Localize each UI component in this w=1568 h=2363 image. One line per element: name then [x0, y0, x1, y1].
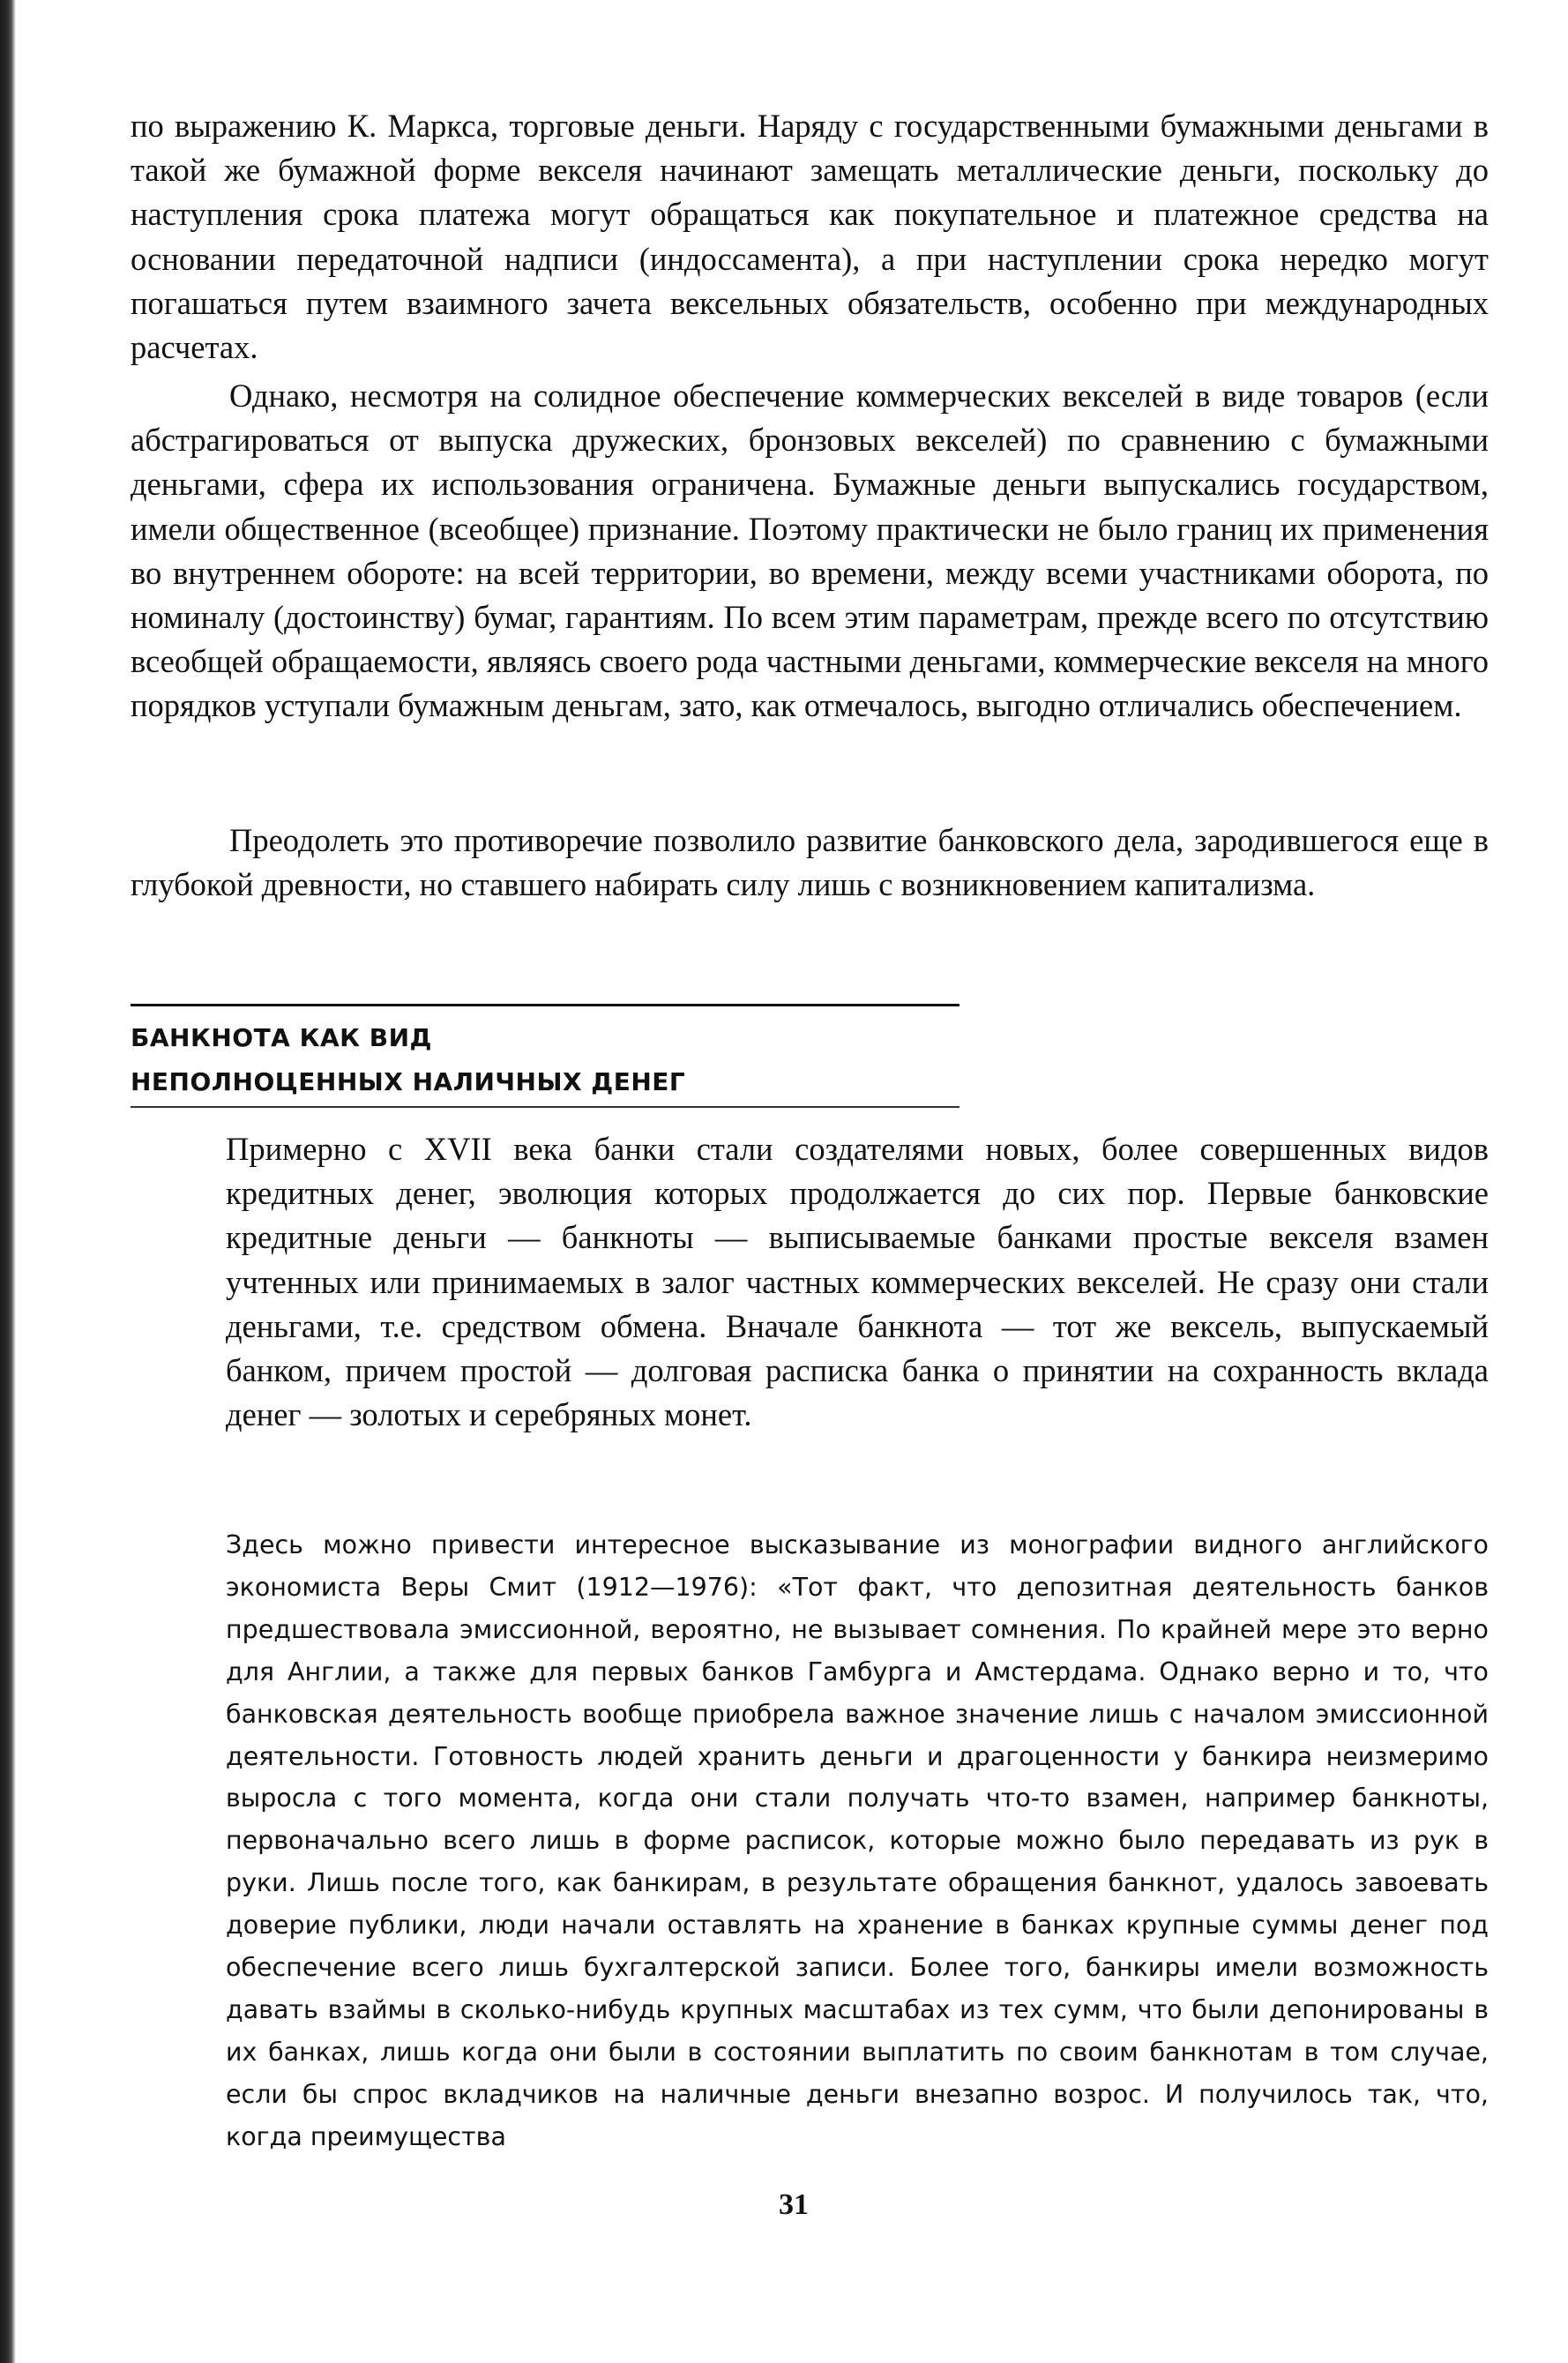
paragraph-banking-origin: Преодолеть это противоречие позволило развитие банковского дела, зародившегося еще в глубокой древности, но ставшего набирать силу лишь с возникновением капитализма. [131, 822, 1489, 903]
paragraph-banknotes: Примерно с XVII века банки стали создателями новых, более совершенных видов кредитных денег, эволюция которых продолжается до сих пор. Первые банковские кредитные деньги — банкноты — выписываемые банками простые векселя взамен учтенных или принимаемых в залог частных коммерческих векселей. Не сразу они стали деньгами, т.е. средством обмена. Вначале банкнота — тот же вексель, выпускаемый банком, причем простой — долговая расписка банка о принятии на сохранность вклада денег — золотых и серебряных монет. [226, 1131, 1489, 1433]
section-heading-line-1: БАНКНОТА КАК ВИД [131, 1023, 432, 1052]
scan-binding-edge [0, 0, 16, 2363]
section-heading [131, 1016, 977, 1104]
heading-rule-top [131, 1004, 959, 1006]
heading-rule-bottom [131, 1106, 959, 1108]
paragraph-continuation: по выражению К. Маркса, торговые деньги. Наряду с государственными бумажными деньгами в такой же бумажной форме векселя начинают замещать металлические деньги, поскольку до наступления срока платежа могут обращаться как покупательное и платежное средства на основании передаточной надписи (индоссамента), а при наступлении срока нередко могут погашаться путем взаимного зачета вексельных обязательств, особенно при международных расчетах. [131, 108, 1489, 366]
sidebar-note-quote: Здесь можно привести интересное высказывание из монографии видного английского экономиста Веры Смит (1912—1976): «Тот факт, что депозитная деятельность банков предшествовала эмиссионной, вероятно, не вызывает сомнения. По крайней мере это верно для Англии, а также для первых банков Гамбурга и Амстердама. Однако верно и то, что банковская деятельность вообще приобрела важное значение лишь с началом эмиссионной деятельности. Готовность людей хранить деньги и драгоценности у банкира неизмеримо выросла с того момента, когда они стали получать что-то взамен, например банкноты, первоначально всего лишь в форме расписок, которые можно было передавать из рук в руки. Лишь после того, как банкирам, в результате обращения банкнот, удалось завоевать доверие публики, люди начали оставлять на хранение в банках крупные суммы денег под обеспечение всего лишь бухгалтерской записи. Более того, банкиры имели возможность давать взаймы в сколько-нибудь крупных масштабах из тех сумм, что были депонированы в их банках, лишь когда они были в состоянии выплатить по своим банкнотам в том случае, если бы спрос вкладчиков на наличные деньги внезапно возрос. И получилось так, что, когда преимущества [226, 1530, 1489, 2151]
page-number: 31 [779, 2188, 809, 2221]
paragraph-commercial-bills: Однако, несмотря на солидное обеспечение коммерческих векселей в виде товаров (если абстрагироваться от выпуска дружеских, бронзовых векселей) по сравнению с бумажными деньгами, сфера их использования ограничена. Бумажные деньги выпускались государством, имели общественное (всеобщее) признание. Поэтому практически не было границ их применения во внутреннем обороте: на всей территории, во времени, между всеми участниками оборота, по номиналу (достоинству) бумаг, гарантиям. По всем этим параметрам, прежде всего по отсутствию всеобщей обращаемости, являясь своего рода частными деньгами, коммерческие векселя на много порядков уступали бумажным деньгам, зато, как отмечалось, выгодно отличались обеспечением. [131, 378, 1489, 724]
section-heading-line-2: НЕПОЛНОЦЕННЫХ НАЛИЧНЫХ ДЕНЕГ [131, 1067, 686, 1096]
